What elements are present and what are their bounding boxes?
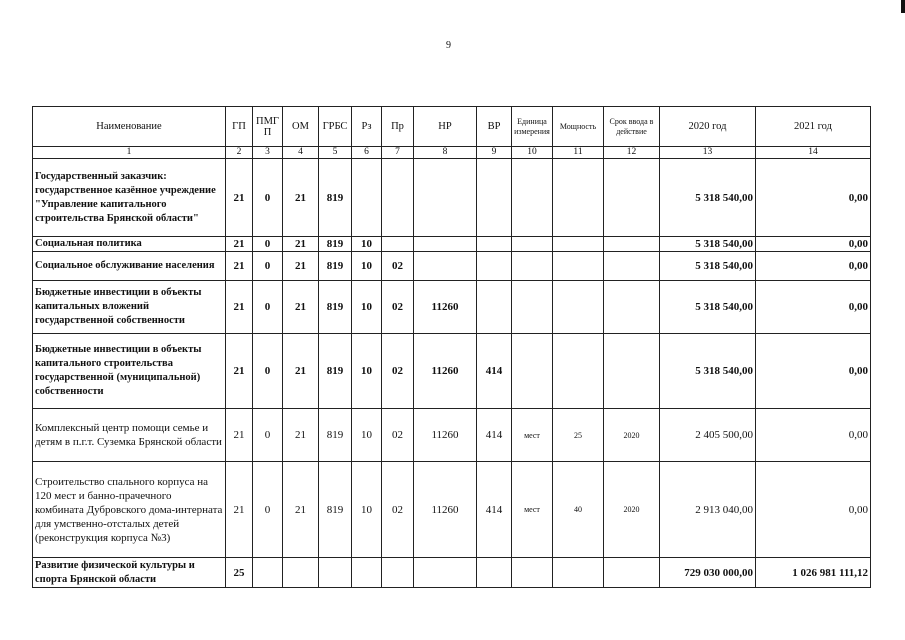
cell-pgp: 0	[253, 252, 283, 281]
cell-vr	[477, 252, 512, 281]
cell-nr	[414, 558, 477, 588]
edge-mark	[901, 0, 905, 13]
cell-pgp: 0	[253, 159, 283, 237]
cell-om: 21	[283, 334, 319, 409]
cell-grbs: 819	[319, 281, 352, 334]
header-2020: 2020 год	[660, 107, 756, 147]
header-pgp: ПМГП	[253, 107, 283, 147]
column-number: 12	[604, 147, 660, 159]
cell-nr	[414, 159, 477, 237]
column-number: 5	[319, 147, 352, 159]
cell-unit	[512, 159, 553, 237]
header-om: ОМ	[283, 107, 319, 147]
row-name: Социальная политика	[33, 237, 226, 252]
header-vr: ВР	[477, 107, 512, 147]
cell-2021: 0,00	[756, 281, 871, 334]
cell-2020: 729 030 000,00	[660, 558, 756, 588]
cell-grbs: 819	[319, 237, 352, 252]
cell-pgp: 0	[253, 281, 283, 334]
cell-rz: 10	[352, 409, 382, 462]
cell-pr: 02	[382, 409, 414, 462]
cell-vr	[477, 159, 512, 237]
cell-unit: мест	[512, 462, 553, 558]
cell-unit	[512, 237, 553, 252]
cell-term	[604, 334, 660, 409]
cell-pr	[382, 237, 414, 252]
column-number: 9	[477, 147, 512, 159]
budget-table	[32, 106, 871, 588]
cell-2020: 5 318 540,00	[660, 252, 756, 281]
table-row	[33, 237, 871, 252]
cell-gp: 21	[226, 334, 253, 409]
cell-gp: 21	[226, 409, 253, 462]
cell-gp: 25	[226, 558, 253, 588]
cell-pr: 02	[382, 252, 414, 281]
header-rz: Рз	[352, 107, 382, 147]
cell-2021: 0,00	[756, 252, 871, 281]
cell-unit	[512, 334, 553, 409]
cell-capacity	[553, 252, 604, 281]
cell-unit	[512, 281, 553, 334]
column-number: 11	[553, 147, 604, 159]
cell-rz: 10	[352, 252, 382, 281]
header-capacity: Мощность	[553, 107, 604, 147]
cell-vr: 414	[477, 409, 512, 462]
cell-unit	[512, 252, 553, 281]
cell-2021: 0,00	[756, 409, 871, 462]
cell-nr	[414, 252, 477, 281]
cell-rz	[352, 558, 382, 588]
cell-grbs	[319, 558, 352, 588]
cell-unit	[512, 558, 553, 588]
cell-vr	[477, 281, 512, 334]
cell-rz: 10	[352, 237, 382, 252]
row-name: Социальное обслуживание населения	[33, 252, 226, 281]
row-name: Бюджетные инвестиции в объекты капитальных вложений государственной собственности	[33, 281, 226, 334]
cell-capacity	[553, 237, 604, 252]
cell-capacity	[553, 159, 604, 237]
cell-term: 2020	[604, 409, 660, 462]
column-number: 1	[33, 147, 226, 159]
cell-nr: 11260	[414, 281, 477, 334]
column-number-row	[33, 147, 871, 159]
cell-2021: 1 026 981 111,12	[756, 558, 871, 588]
cell-om: 21	[283, 237, 319, 252]
table-row	[33, 334, 871, 409]
row-name: Бюджетные инвестиции в объекты капитального строительства государственной (муниципальной) собственности	[33, 334, 226, 409]
row-name: Строительство спального корпуса на 120 мест и банно-прачечного комбината Дубровского дома-интерната для умственно-отсталых детей (реконструкция корпуса №3)	[33, 462, 226, 558]
header-grbs: ГРБС	[319, 107, 352, 147]
cell-nr	[414, 237, 477, 252]
cell-pr: 02	[382, 334, 414, 409]
cell-pr: 02	[382, 281, 414, 334]
column-number: 3	[253, 147, 283, 159]
row-name: Развитие физической культуры и спорта Брянской области	[33, 558, 226, 588]
header-row	[33, 107, 871, 147]
header-term: Срок ввода в действие	[604, 107, 660, 147]
cell-2020: 5 318 540,00	[660, 334, 756, 409]
cell-pr	[382, 558, 414, 588]
cell-2020: 2 913 040,00	[660, 462, 756, 558]
cell-om	[283, 558, 319, 588]
cell-unit: мест	[512, 409, 553, 462]
cell-om: 21	[283, 281, 319, 334]
cell-rz	[352, 159, 382, 237]
cell-grbs: 819	[319, 159, 352, 237]
cell-capacity: 40	[553, 462, 604, 558]
cell-nr: 11260	[414, 409, 477, 462]
cell-2021: 0,00	[756, 237, 871, 252]
header-pr: Пр	[382, 107, 414, 147]
column-number: 10	[512, 147, 553, 159]
header-2021: 2021 год	[756, 107, 871, 147]
cell-gp: 21	[226, 252, 253, 281]
table-row	[33, 462, 871, 558]
cell-capacity: 25	[553, 409, 604, 462]
header-gp: ГП	[226, 107, 253, 147]
cell-nr: 11260	[414, 334, 477, 409]
column-number: 7	[382, 147, 414, 159]
table-row	[33, 558, 871, 588]
cell-term	[604, 237, 660, 252]
table-row	[33, 281, 871, 334]
cell-vr: 414	[477, 462, 512, 558]
cell-rz: 10	[352, 462, 382, 558]
cell-grbs: 819	[319, 252, 352, 281]
cell-2020: 5 318 540,00	[660, 237, 756, 252]
column-number: 13	[660, 147, 756, 159]
cell-term	[604, 281, 660, 334]
table-body	[33, 147, 871, 588]
cell-om: 21	[283, 409, 319, 462]
cell-grbs: 819	[319, 462, 352, 558]
column-number: 14	[756, 147, 871, 159]
cell-2021: 0,00	[756, 159, 871, 237]
cell-capacity	[553, 281, 604, 334]
cell-capacity	[553, 558, 604, 588]
column-number: 2	[226, 147, 253, 159]
cell-vr: 414	[477, 334, 512, 409]
cell-om: 21	[283, 159, 319, 237]
cell-gp: 21	[226, 237, 253, 252]
cell-pr: 02	[382, 462, 414, 558]
cell-pgp	[253, 558, 283, 588]
cell-vr	[477, 237, 512, 252]
cell-pgp: 0	[253, 334, 283, 409]
cell-nr: 11260	[414, 462, 477, 558]
cell-2021: 0,00	[756, 334, 871, 409]
cell-gp: 21	[226, 462, 253, 558]
cell-rz: 10	[352, 281, 382, 334]
cell-pgp: 0	[253, 462, 283, 558]
cell-2020: 2 405 500,00	[660, 409, 756, 462]
cell-gp: 21	[226, 281, 253, 334]
table-row	[33, 409, 871, 462]
header-nr: НР	[414, 107, 477, 147]
header-name: Наименование	[33, 107, 226, 147]
page-number: 9	[446, 40, 451, 51]
cell-term	[604, 159, 660, 237]
table-row	[33, 252, 871, 281]
cell-2020: 5 318 540,00	[660, 281, 756, 334]
cell-pr	[382, 159, 414, 237]
cell-pgp: 0	[253, 237, 283, 252]
column-number: 6	[352, 147, 382, 159]
cell-rz: 10	[352, 334, 382, 409]
row-name: Государственный заказчик: государственное казённое учреждение "Управление капитального строительства Брянской области"	[33, 159, 226, 237]
table-row	[33, 159, 871, 237]
cell-gp: 21	[226, 159, 253, 237]
cell-vr	[477, 558, 512, 588]
column-number: 8	[414, 147, 477, 159]
cell-capacity	[553, 334, 604, 409]
cell-pgp: 0	[253, 409, 283, 462]
cell-om: 21	[283, 252, 319, 281]
header-unit: Единица измерения	[512, 107, 553, 147]
cell-term: 2020	[604, 462, 660, 558]
cell-grbs: 819	[319, 334, 352, 409]
cell-grbs: 819	[319, 409, 352, 462]
column-number: 4	[283, 147, 319, 159]
cell-om: 21	[283, 462, 319, 558]
cell-term	[604, 252, 660, 281]
cell-2021: 0,00	[756, 462, 871, 558]
cell-term	[604, 558, 660, 588]
cell-2020: 5 318 540,00	[660, 159, 756, 237]
row-name: Комплексный центр помощи семье и детям в п.г.т. Суземка Брянской области	[33, 409, 226, 462]
